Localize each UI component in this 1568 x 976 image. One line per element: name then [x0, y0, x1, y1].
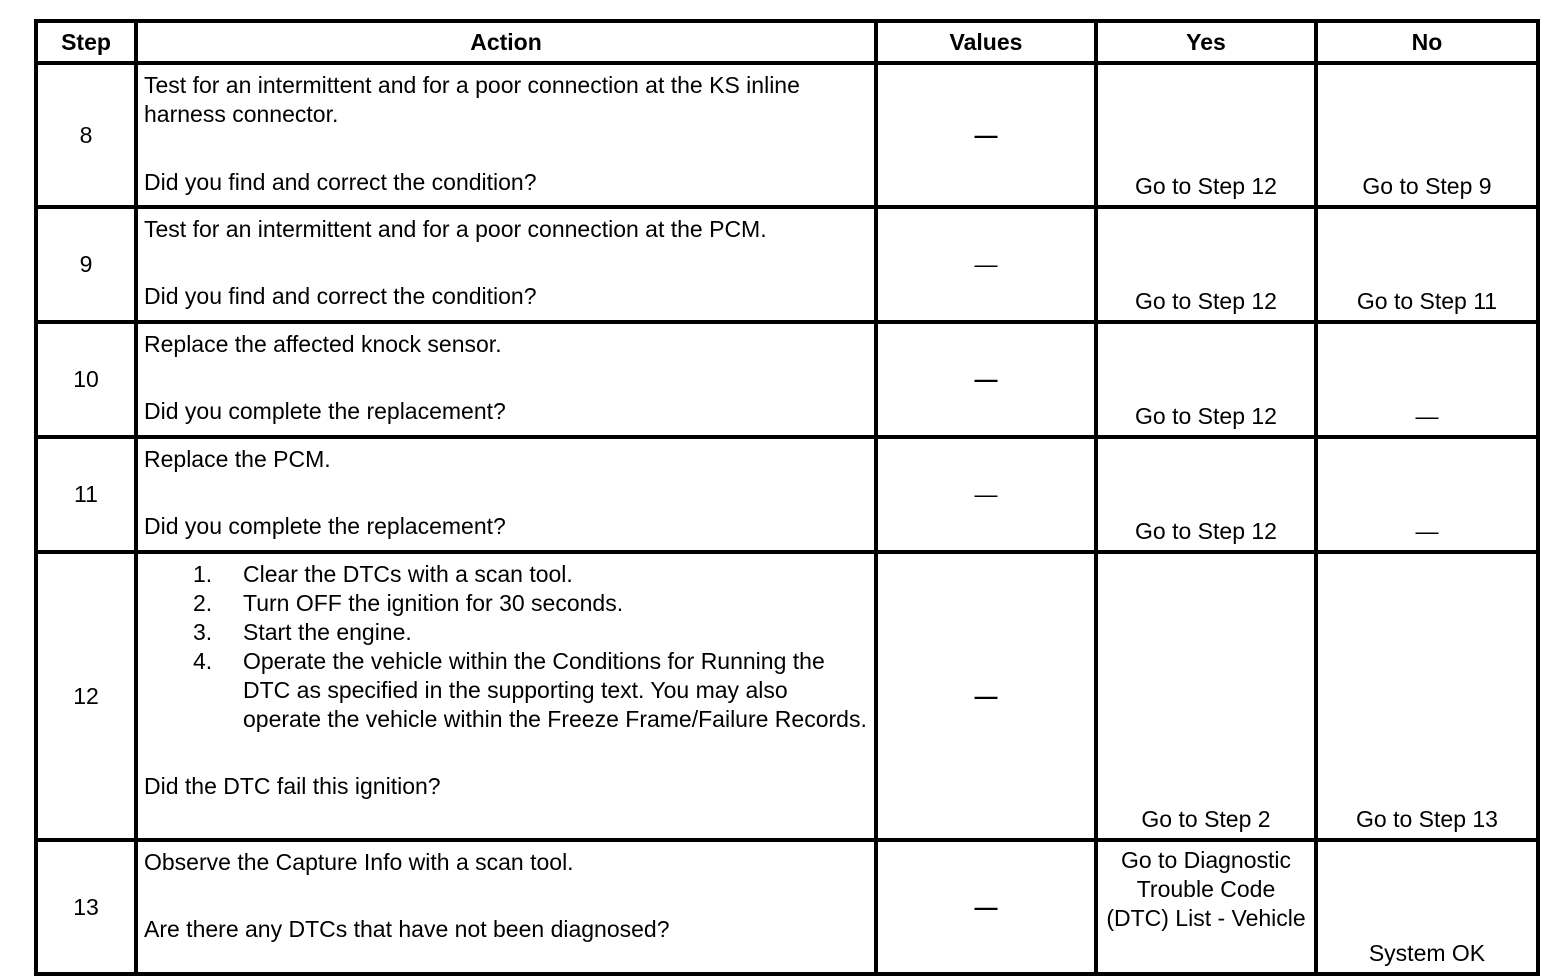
- substep-number: 2.: [193, 590, 213, 616]
- substep-list: [144, 560, 868, 734]
- substep-number: 4.: [193, 648, 213, 674]
- no-cell: [1316, 322, 1538, 437]
- yes-cell: [1096, 63, 1316, 207]
- table-row: [36, 63, 1538, 207]
- yes-link[interactable]: Go to Step 2: [1141, 806, 1271, 832]
- values-cell: —: [876, 322, 1096, 437]
- action-text: Observe the Capture Info with a scan tool.: [144, 849, 574, 875]
- header-row: [36, 21, 1538, 63]
- substep-text: Clear the DTCs with a scan tool.: [243, 561, 573, 587]
- yes-cell: [1096, 437, 1316, 552]
- action-cell: [136, 63, 876, 207]
- action-question: Did you complete the replacement?: [144, 513, 506, 539]
- no-link[interactable]: Go to Step 11: [1356, 288, 1498, 314]
- table-row: [36, 840, 1538, 974]
- yes-link[interactable]: Go to Step 12: [1135, 173, 1277, 199]
- no-dash: —: [1415, 518, 1439, 544]
- no-link[interactable]: Go to Step 13: [1356, 806, 1498, 832]
- action-question: Are there any DTCs that have not been diagnosed?: [144, 916, 670, 942]
- diagnostic-table: [34, 19, 1540, 976]
- action-question: Did you find and correct the condition?: [144, 169, 537, 195]
- yes-link[interactable]: Go to Step 12: [1135, 403, 1277, 429]
- action-text: Test for an intermittent and for a poor connection at the KS inline harness connector.: [144, 72, 800, 127]
- table-row: [36, 437, 1538, 552]
- action-text: Replace the PCM.: [144, 446, 331, 472]
- action-question: Did you find and correct the condition?: [144, 283, 537, 309]
- table-row: [36, 207, 1538, 322]
- yes-link[interactable]: Go to Step 12: [1135, 518, 1277, 544]
- substep-text: Turn OFF the ignition for 30 seconds.: [243, 590, 624, 616]
- list-item: [144, 647, 868, 734]
- yes-cell: [1096, 840, 1316, 974]
- values-cell: —: [876, 840, 1096, 974]
- yes-cell: [1096, 322, 1316, 437]
- yes-cell: [1096, 552, 1316, 840]
- list-item: [144, 618, 868, 647]
- values-cell: —: [876, 63, 1096, 207]
- substep-text: Operate the vehicle within the Conditions for Running the DTC as specified in the supporting text. You may also operate the vehicle within the Freeze Frame/Failure Records.: [243, 648, 867, 732]
- action-cell: [136, 437, 876, 552]
- action-cell: [136, 207, 876, 322]
- substep-number: 3.: [193, 619, 213, 645]
- values-cell: —: [876, 437, 1096, 552]
- no-cell: [1316, 552, 1538, 840]
- no-dash: —: [1415, 403, 1439, 429]
- header-yes: Yes: [1096, 21, 1316, 63]
- action-cell: [136, 840, 876, 974]
- table-row: [36, 552, 1538, 840]
- header-step: Step: [36, 21, 136, 63]
- table-row: [36, 322, 1538, 437]
- no-cell: [1316, 840, 1538, 974]
- list-item: [144, 589, 868, 618]
- yes-link[interactable]: Go to Step 12: [1135, 288, 1277, 314]
- no-cell: [1316, 207, 1538, 322]
- no-text: System OK: [1368, 940, 1486, 966]
- action-question: Did you complete the replacement?: [144, 398, 506, 424]
- header-values: Values: [876, 21, 1096, 63]
- no-link[interactable]: Go to Step 9: [1362, 173, 1492, 199]
- step-number: 8: [36, 63, 136, 207]
- step-number: 9: [36, 207, 136, 322]
- yes-link[interactable]: Go to Diagnostic Trouble Code (DTC) List - Vehicle: [1106, 847, 1306, 931]
- list-item: [144, 560, 868, 589]
- values-cell: —: [876, 552, 1096, 840]
- step-number: 13: [36, 840, 136, 974]
- header-no: No: [1316, 21, 1538, 63]
- action-cell: [136, 552, 876, 840]
- substep-number: 1.: [193, 561, 213, 587]
- values-cell: —: [876, 207, 1096, 322]
- no-cell: [1316, 63, 1538, 207]
- action-question: Did the DTC fail this ignition?: [144, 773, 441, 799]
- header-action: Action: [136, 21, 876, 63]
- step-number: 11: [36, 437, 136, 552]
- yes-cell: [1096, 207, 1316, 322]
- step-number: 10: [36, 322, 136, 437]
- step-number: 12: [36, 552, 136, 840]
- action-cell: [136, 322, 876, 437]
- substep-text: Start the engine.: [243, 619, 412, 645]
- no-cell: [1316, 437, 1538, 552]
- action-text: Test for an intermittent and for a poor connection at the PCM.: [144, 216, 767, 242]
- action-text: Replace the affected knock sensor.: [144, 331, 502, 357]
